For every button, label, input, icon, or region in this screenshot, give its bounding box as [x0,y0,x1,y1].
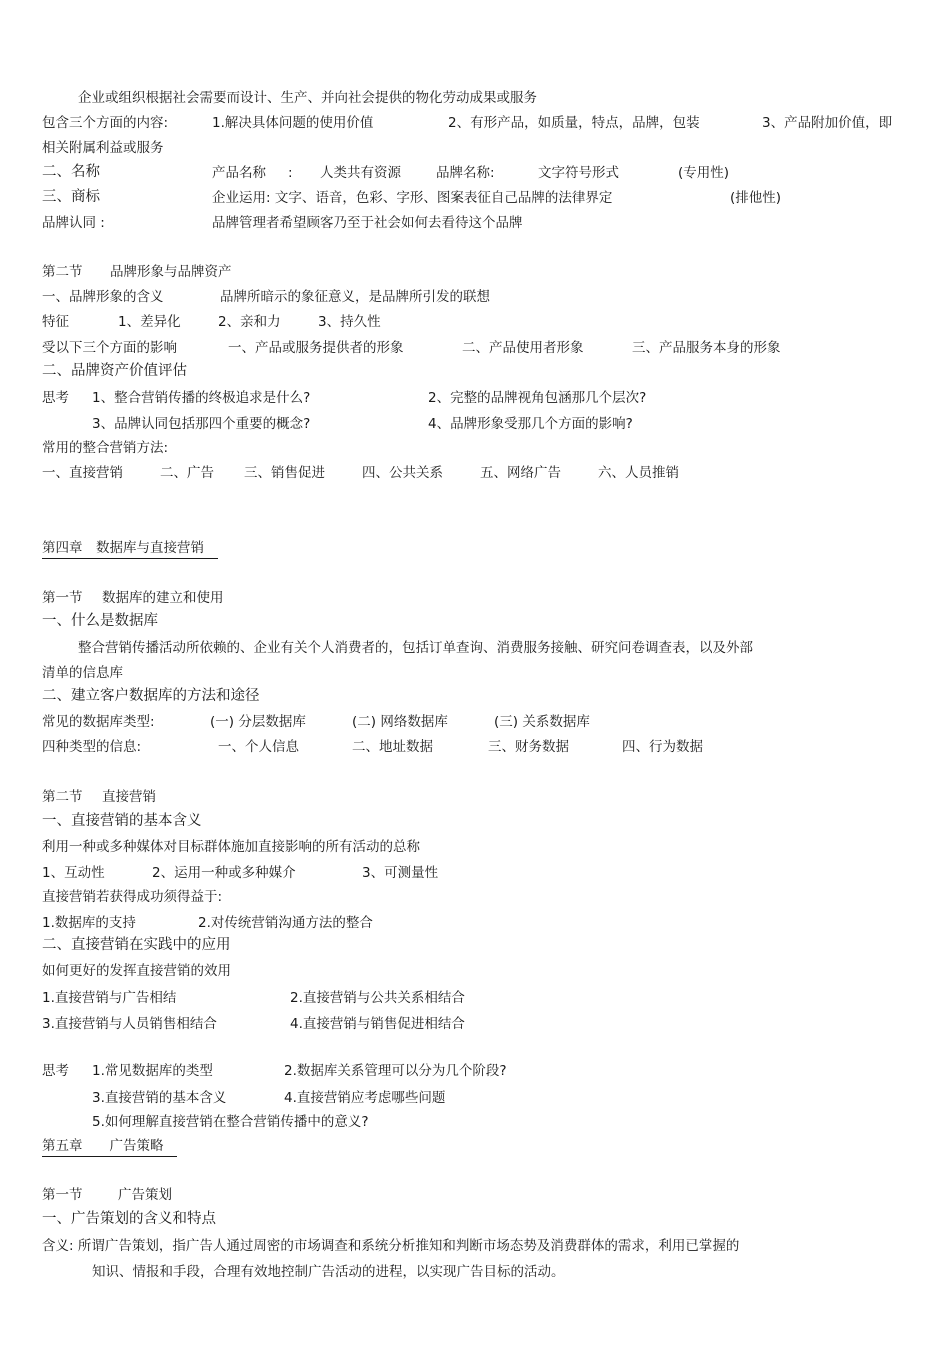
text-line: 3、产品附加价值，即 [762,115,893,131]
text-line: 二、建立客户数据库的方法和途径 [42,688,260,704]
text-line: 三、销售促进 [244,465,325,481]
text-line: 二、直接营销在实践中的应用 [42,937,231,953]
text-line: 三、财务数据 [488,739,569,755]
text-line: 含义: 所谓广告策划，指广告人通过周密的市场调查和系统分析推知和判断市场态势及消费群体的需求，利用已掌握的 [42,1238,740,1254]
section-heading: 品牌形象与品牌资产 [110,264,232,280]
text-line: 利用一种或多种媒体对目标群体施加直接影响的所有活动的总称 [42,839,420,855]
text-line: 二、地址数据 [352,739,433,755]
text-line: (专用性) [678,165,730,181]
text-line: 思考 [42,1063,69,1079]
text-line: 一、品牌形象的含义 [42,289,164,305]
text-line: 1、整合营销传播的终极追求是什么? [92,390,311,406]
text-line: 4.直接营销应考虑哪些问题 [284,1090,446,1106]
text-line: (三) 关系数据库 [494,714,590,730]
text-line: 品牌所暗示的象征意义，是品牌所引发的联想 [220,289,490,305]
text-line: 整合营销传播活动所依赖的、企业有关个人消费者的，包括订单查询、消费服务接触、研究问卷调查表，以及外部 [78,640,753,656]
text-line: 2、亲和力 [218,314,281,330]
text-line: 2.数据库关系管理可以分为几个阶段? [284,1063,507,1079]
text-line: (排他性) [730,190,782,206]
text-line: 企业或组织根据社会需要而设计、生产、并向社会提供的物化劳动成果或服务 [78,90,537,106]
text-line: 五、网络广告 [480,465,561,481]
text-line: 二、广告 [160,465,214,481]
text-line: : [288,165,293,181]
section-heading: 直接营销 [102,789,156,805]
text-line: 2.直接营销与公共关系相结合 [290,990,465,1006]
text-line: 5.如何理解直接营销在整合营销传播中的意义? [92,1114,369,1130]
text-line: 特征 [42,314,69,330]
text-line: 企业运用: 文字、语音，色彩、字形、图案表征自己品牌的法律界定 [212,190,613,206]
text-line: 3、品牌认同包括那四个重要的概念? [92,416,311,432]
text-line: 一、产品或服务提供者的形象 [228,340,404,356]
text-line: 四、行为数据 [622,739,703,755]
text-line: 1、差异化 [118,314,181,330]
text-line: 受以下三个方面的影响 [42,340,177,356]
text-line: 2、完整的品牌视角包涵那几个层次? [428,390,647,406]
section-heading: 第二节 [42,264,83,280]
text-line: 一、广告策划的含义和特点 [42,1211,216,1227]
section-heading: 第一节 [42,1187,83,1203]
text-line: 常见的数据库类型: [42,714,155,730]
text-line: 1.直接营销与广告相结 [42,990,177,1006]
section-heading: 数据库的建立和使用 [102,590,224,606]
chapter-heading: 第五章 广告策略 [42,1137,177,1157]
text-line: 4.直接营销与销售促进相结合 [290,1016,465,1032]
text-line: 2、运用一种或多种媒介 [152,865,296,881]
text-line: 知识、情报和手段，合理有效地控制广告活动的进程，以实现广告目标的活动。 [92,1264,565,1280]
text-line: 2、有形产品，如质量，特点，品牌，包装 [448,115,700,131]
text-line: 常用的整合营销方法: [42,440,169,456]
text-line: 二、产品使用者形象 [462,340,584,356]
text-line: 品牌管理者希望顾客乃至于社会如何去看待这个品牌 [212,215,523,231]
text-line: 3、持久性 [318,314,381,330]
text-line: 包含三个方面的内容: [42,115,169,131]
text-line: 三、产品服务本身的形象 [632,340,781,356]
text-line: 品牌认同 : [42,215,105,231]
text-line: 相关附属利益或服务 [42,140,164,156]
text-line: 产品名称 [212,165,266,181]
text-line: 二、名称 [42,164,100,180]
text-line: 1.解决具体问题的使用价值 [212,115,374,131]
text-line: 四种类型的信息: [42,739,142,755]
text-line: 文字符号形式 [538,165,619,181]
text-line: 3.直接营销与人员销售相结合 [42,1016,217,1032]
text-line: 4、品牌形象受那几个方面的影响? [428,416,633,432]
text-line: 三、商标 [42,189,100,205]
text-line: (二) 网络数据库 [352,714,448,730]
section-heading: 第一节 [42,590,83,606]
section-heading: 广告策划 [118,1187,172,1203]
text-line: 思考 [42,390,69,406]
text-line: 1、互动性 [42,865,105,881]
text-line: 一、直接营销 [42,465,123,481]
text-line: 如何更好的发挥直接营销的效用 [42,963,231,979]
text-line: 1.常见数据库的类型 [92,1063,213,1079]
text-line: 一、个人信息 [218,739,299,755]
text-line: 品牌名称: [436,165,495,181]
text-line: 二、品牌资产价值评估 [42,363,187,379]
text-line: 直接营销若获得成功须得益于: [42,889,223,905]
text-line: 2.对传统营销沟通方法的整合 [198,915,373,931]
text-line: (一) 分层数据库 [210,714,306,730]
text-line: 一、什么是数据库 [42,613,158,629]
chapter-heading: 第四章 数据库与直接营销 [42,539,218,559]
text-line: 一、直接营销的基本含义 [42,813,202,829]
text-line: 六、人员推销 [598,465,679,481]
text-line: 清单的信息库 [42,665,123,681]
text-line: 3.直接营销的基本含义 [92,1090,227,1106]
text-line: 1.数据库的支持 [42,915,136,931]
text-line: 人类共有资源 [320,165,401,181]
text-line: 四、公共关系 [362,465,443,481]
text-line: 3、可测量性 [362,865,439,881]
section-heading: 第二节 [42,789,83,805]
